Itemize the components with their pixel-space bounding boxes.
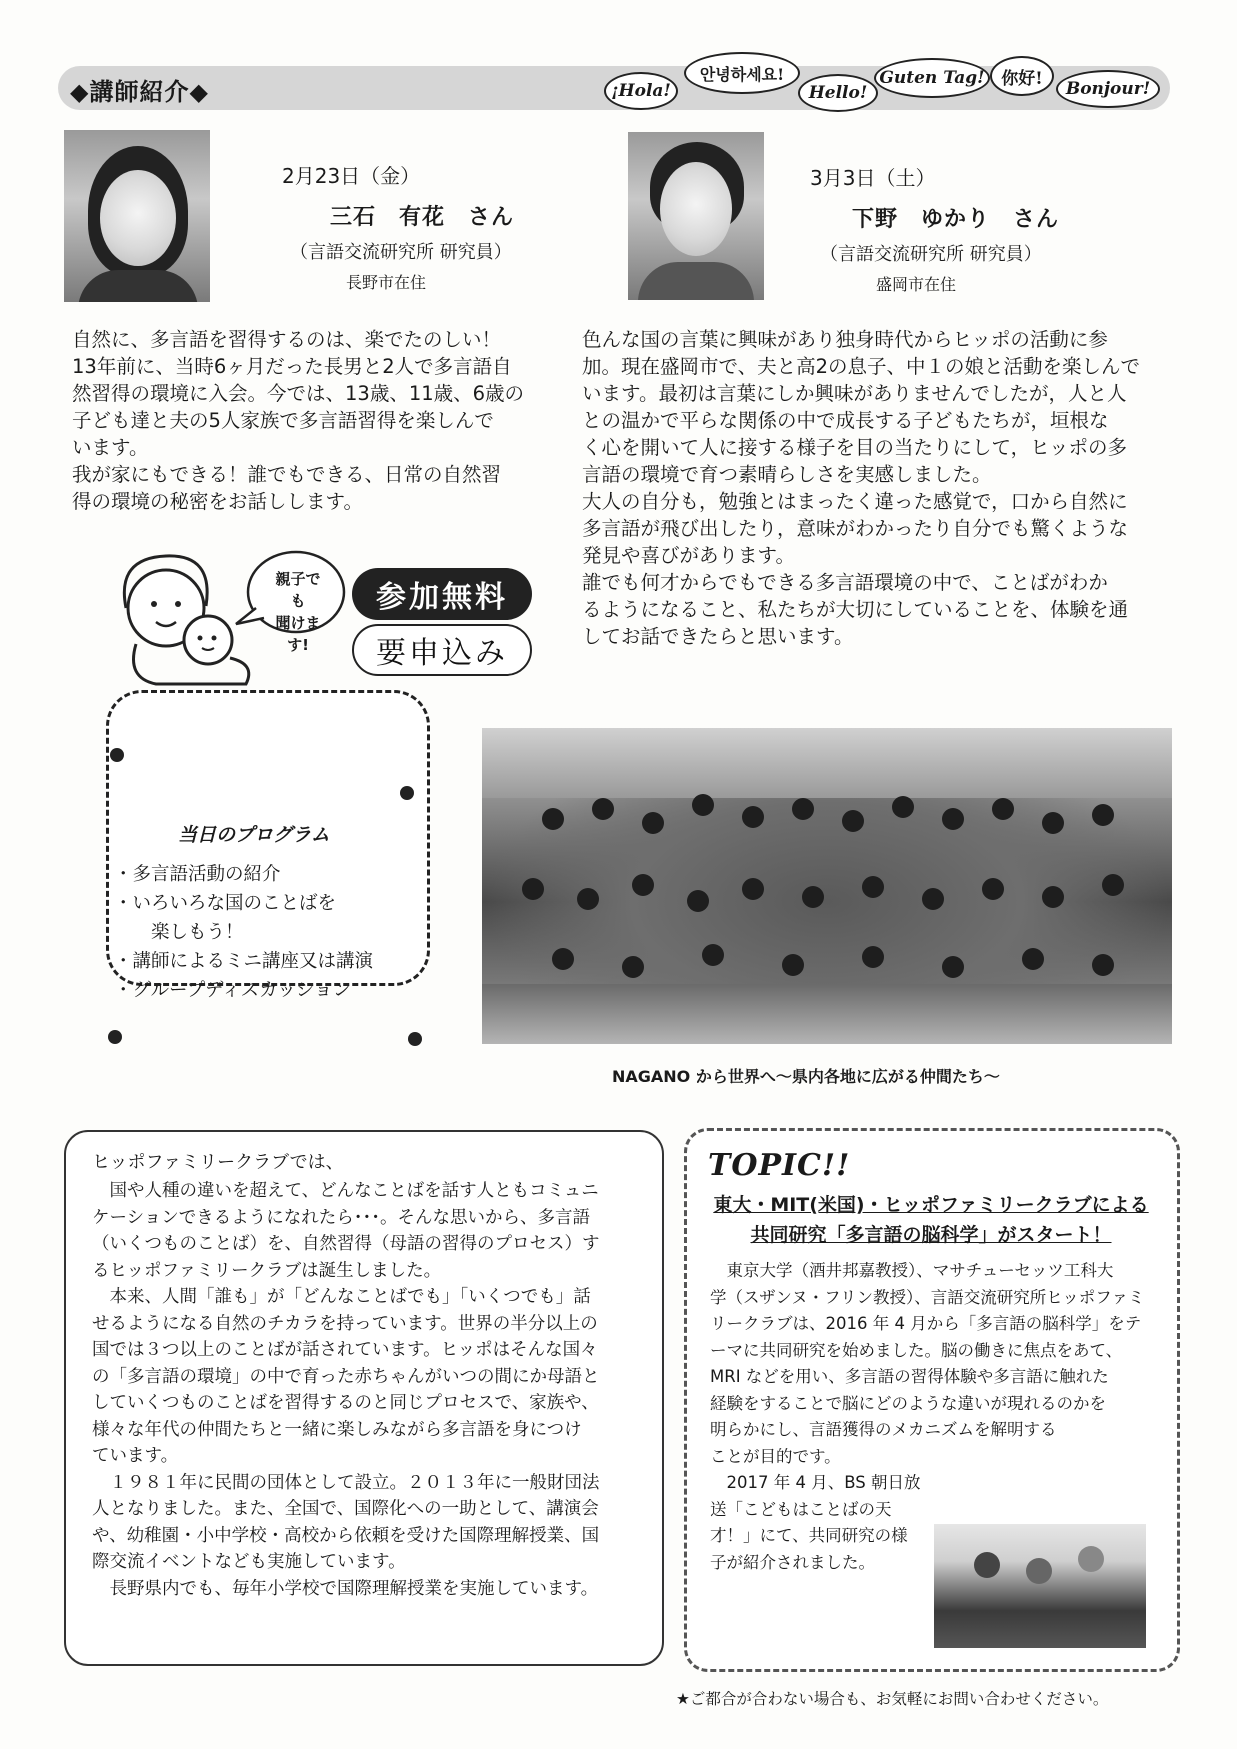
about-line: 際交流イベントなども実施しています。	[92, 1552, 406, 1572]
speaker-2-role: （言語交流研究所 研究員）	[820, 244, 1042, 265]
program-item: ・講師によるミニ講座又は講演	[114, 951, 374, 972]
program-item: 楽しもう！	[114, 922, 244, 943]
about-line: 国では３つ以上のことばが話されています。ヒッポはそんな国々	[92, 1340, 598, 1360]
topic-label: TOPIC!!	[708, 1148, 851, 1183]
about-intro: ヒッポファミリークラブでは、	[92, 1152, 344, 1173]
topic-headline-line: 東大・MIT(米国)・ヒッポファミリークラブによる	[713, 1194, 1149, 1216]
topic-line: 才！」にて、共同研究の様	[710, 1526, 908, 1545]
speech-bubble-text	[270, 568, 326, 656]
speaker-2-photo	[628, 132, 764, 300]
about-line: していくつものことばを習得するのと同じプロセスで、家族や、	[92, 1393, 599, 1413]
speech-bubble-line: 親子でも	[275, 570, 321, 610]
speaker-2-name: 下野 ゆかり さん	[852, 207, 1060, 232]
about-line: ケーションできるようになれたら･･･。そんな思いから、多言語	[92, 1207, 591, 1228]
greeting-bubble: 안녕하세요!	[684, 52, 800, 94]
topic-headline-line: 共同研究「多言語の脳科学」がスタート！	[750, 1224, 1112, 1246]
free-badge: 参加無料	[352, 568, 532, 620]
program-item: ・グループディスカッション	[114, 980, 351, 1001]
topic-photo	[934, 1524, 1146, 1648]
bio-line: 自然に、多言語を習得するのは、楽でたのしい！	[72, 328, 502, 351]
speaker-1-role: （言語交流研究所 研究員）	[290, 242, 512, 263]
speech-bubble-line: 聞けます!	[275, 614, 321, 654]
bio-line: 多言語が飛び出したり，意味がわかったり自分でも驚くような	[582, 517, 1129, 540]
bio-line: 言語の環境で育つ素晴らしさを実感しました。	[582, 463, 992, 486]
bio-line: 13年前に、当時6ヶ月だった長男と2人で多言語自	[72, 355, 512, 378]
bio-line: との温かで平らな関係の中で成長する子どもたちが，垣根な	[582, 409, 1109, 432]
apply-badge: 要申込み	[352, 624, 532, 676]
about-line: 人となりました。また、全国で、国際化への一助として、講演会	[92, 1499, 599, 1519]
about-line: （いくつものことば）を、自然習得（母語の習得のプロセス）す	[92, 1234, 600, 1254]
pin-dot	[408, 1032, 422, 1046]
bio-line: るようになること、私たちが大切にしていることを、体験を通	[582, 598, 1129, 621]
topic-line: 明らかにし、言語獲得のメカニズムを解明する	[710, 1420, 1057, 1439]
topic-line: リークラブは、2016 年 4 月から「多言語の脳科学」をテ	[710, 1314, 1142, 1333]
about-line: 本来、人間「誰も」が「どんなことばでも」「いくつでも」話	[92, 1287, 591, 1307]
greeting-bubble: 你好!	[990, 56, 1054, 96]
bio-line: います。	[72, 436, 149, 459]
program-item: ・多言語活動の紹介	[114, 864, 281, 885]
about-line: や、幼稚園・小中学校・高校から依頼を受けた国際理解授業、国	[92, 1525, 600, 1546]
bio-line: 発見や喜びがあります。	[582, 544, 795, 567]
topic-line: 子が紹介されました。	[710, 1552, 875, 1572]
speaker-1-location: 長野市在住	[346, 273, 427, 292]
speaker-1-date: 2月23日（金）	[282, 164, 421, 188]
greeting-bubble: Bonjour!	[1056, 70, 1160, 108]
about-line: 国や人種の違いを超えて、どんなことばを話す人ともコミュニ	[92, 1181, 599, 1201]
program-title: 当日のプログラム	[178, 824, 330, 846]
bio-line: います。最初は言葉にしか興味がありませんでしたが，人と人	[582, 382, 1127, 405]
bio-line: 得の環境の秘密をお話しします。	[72, 490, 363, 513]
about-line: せるようになる自然のチカラを持っています。世界の半分以上の	[92, 1313, 598, 1334]
speaker-1-photo	[64, 130, 210, 302]
program-item: ・いろいろな国のことばを	[114, 893, 337, 914]
greeting-bubble: Guten Tag!	[874, 58, 990, 98]
pin-dot	[110, 748, 124, 762]
footer-note: ★ご都合が合わない場合も、お気軽にお問い合わせください。	[676, 1690, 1109, 1708]
program-list	[114, 860, 414, 1005]
greeting-bubble: Hello!	[798, 74, 878, 112]
about-line: ています。	[92, 1446, 179, 1466]
section-title: ◆講師紹介◆	[70, 78, 209, 106]
about-line: るヒッポファミリークラブは誕生しました。	[92, 1260, 442, 1281]
about-line: １９８１年に民間の団体として設立。２０１３年に一般財団法	[92, 1472, 600, 1493]
about-line: 長野県内でも、毎年小学校で国際理解授業を実施しています。	[92, 1578, 599, 1599]
about-line: の「多言語の環境」の中で育った赤ちゃんがいつの間にか母語と	[92, 1366, 600, 1387]
pin-dot	[400, 786, 414, 800]
speaker-1-bio	[72, 326, 572, 515]
bio-line: 然習得の環境に入会。今では、13歳、11歳、6歳の	[72, 382, 525, 405]
pin-dot	[108, 1030, 122, 1044]
topic-line: ことが目的です。	[710, 1446, 841, 1466]
speaker-2-location: 盛岡市在住	[876, 275, 957, 294]
topic-line: 東京大学（酒井邦嘉教授）、マサチューセッツ工科大	[710, 1261, 1114, 1280]
group-photo-caption: NAGANO から世界へ〜県内各地に広がる仲間たち〜	[612, 1067, 1000, 1086]
bio-line: 色んな国の言葉に興味があり独身時代からヒッポの活動に参	[582, 328, 1108, 351]
topic-broadcast-text	[710, 1470, 930, 1576]
topic-line: MRI などを用い、多言語の習得体験や多言語に触れた	[710, 1367, 1109, 1386]
bio-line: 大人の自分も，勉強とはまったく違った感覚で，口から自然に	[582, 490, 1128, 513]
topic-line: 2017 年 4 月、BS 朝日放	[710, 1473, 921, 1492]
bio-line: 我が家にもできる！誰でもできる、日常の自然習	[72, 463, 502, 486]
speaker-1-name: 三石 有花 さん	[330, 205, 515, 230]
bio-line: してお話できたらと思います。	[582, 625, 854, 648]
topic-line: ーマに共同研究を始めました。脳の働きに焦点をあて、	[710, 1340, 1123, 1360]
greeting-bubble: ¡Hola!	[604, 72, 678, 110]
bio-line: 誰でも何才からでもできる多言語環境の中で、ことばがわか	[582, 571, 1108, 594]
topic-line: 送「こどもはことばの天	[710, 1499, 892, 1519]
topic-text	[710, 1258, 1160, 1470]
bio-line: 加。現在盛岡市で、夫と高2の息子、中１の娘と活動を楽しんで	[582, 355, 1141, 378]
about-line: 様々な年代の仲間たちと一緒に楽しみながら多言語を身につけ	[92, 1419, 582, 1440]
group-photo	[482, 728, 1172, 1044]
bio-line: く心を開いて人に接する様子を目の当たりにして，ヒッポの多	[582, 436, 1128, 459]
bio-line: 子ども達と夫の5人家族で多言語習得を楽しんで	[72, 409, 494, 432]
speaker-2-bio	[582, 326, 1182, 650]
topic-line: 学（スザンヌ・フリン教授）、言語交流研究所ヒッポファミ	[710, 1287, 1145, 1307]
about-text	[92, 1178, 652, 1602]
speaker-2-date: 3月3日（土）	[810, 166, 936, 190]
topic-headline	[700, 1190, 1162, 1250]
topic-line: 経験をすることで脳にどのような違いが現れるのかを	[710, 1393, 1106, 1413]
